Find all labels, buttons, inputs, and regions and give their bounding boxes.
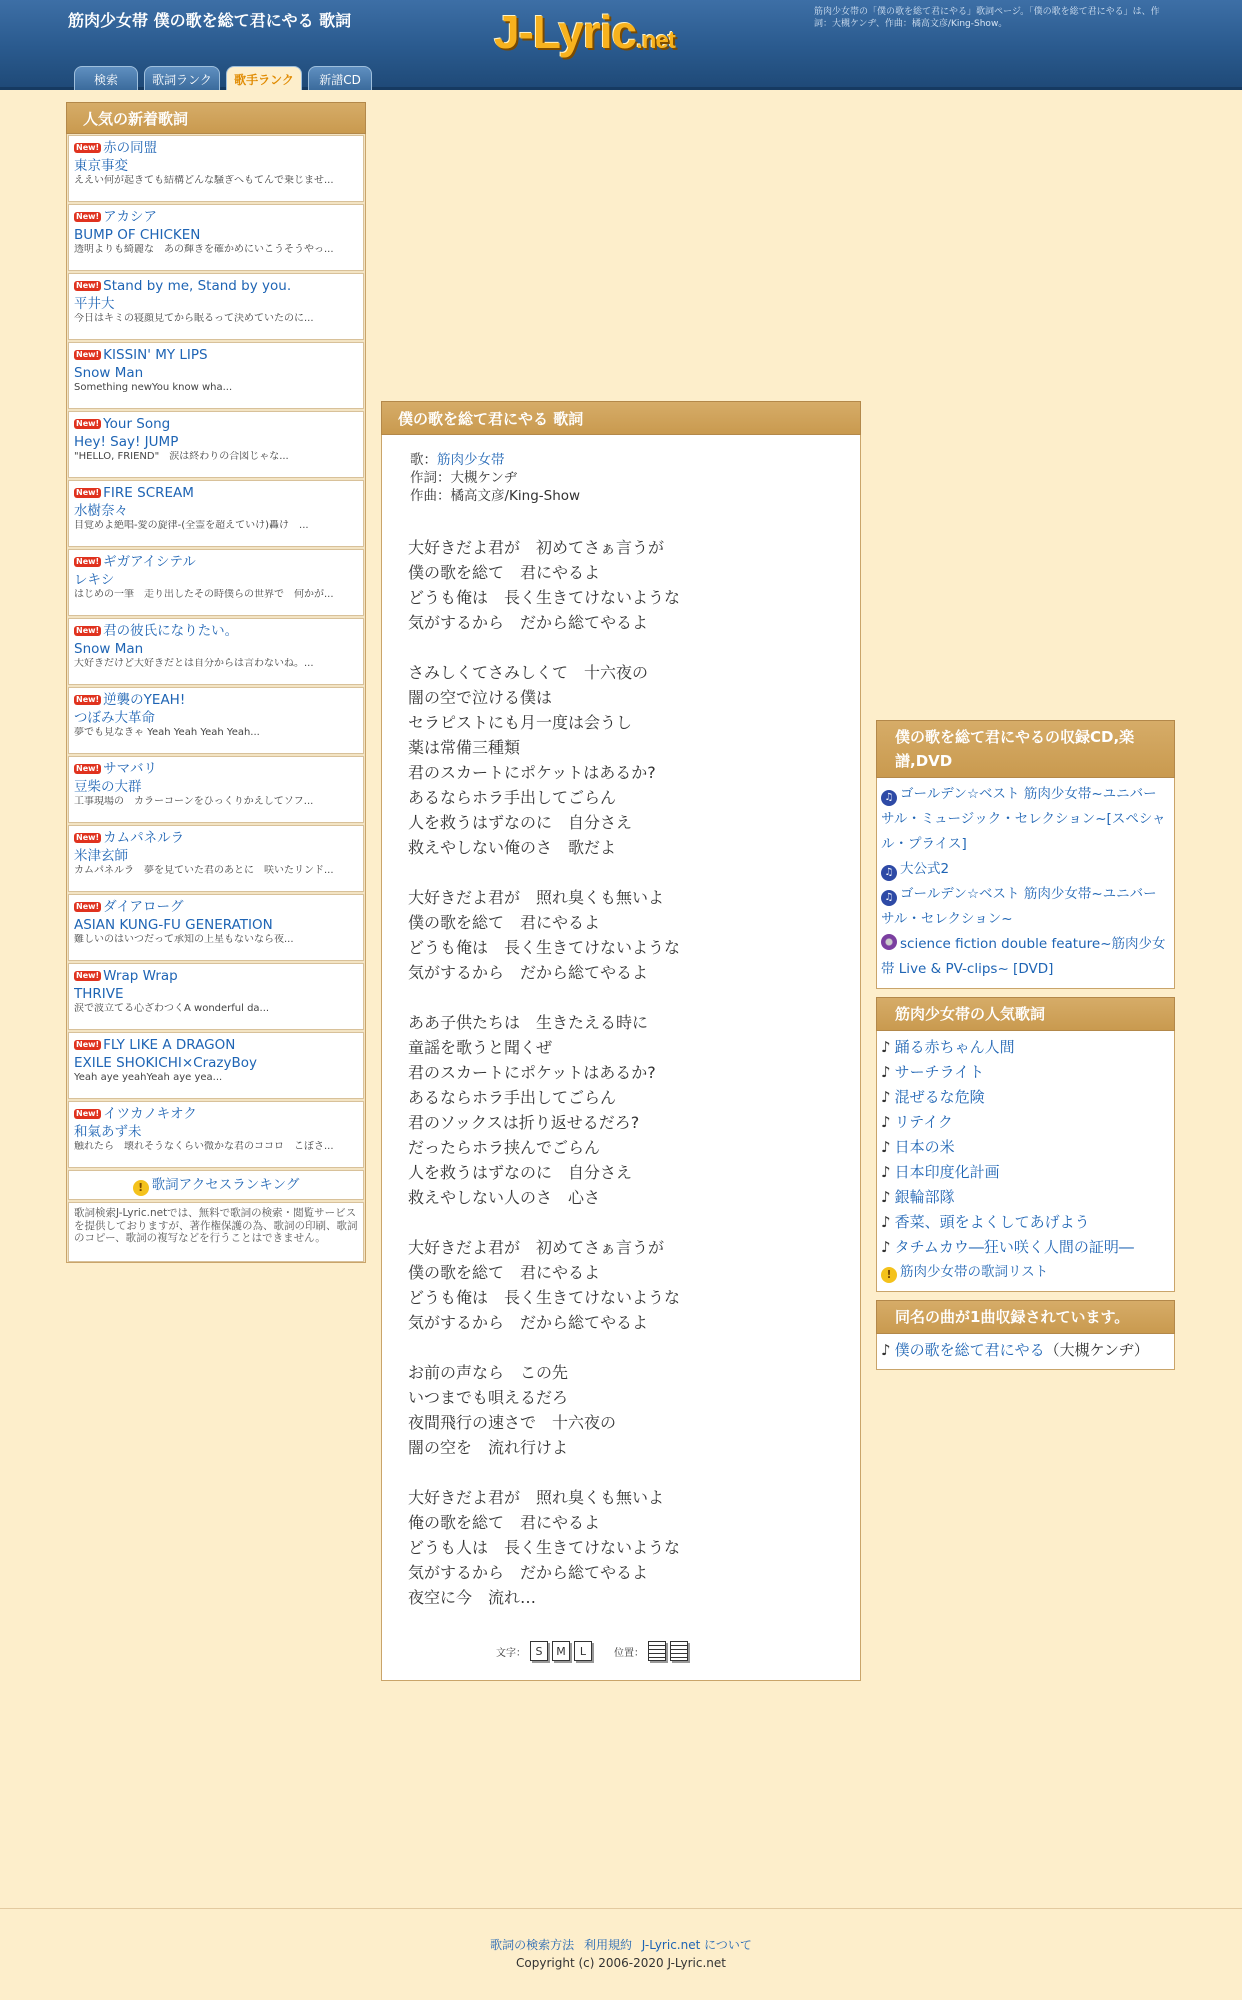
song-title-link[interactable]: 逆襲のYEAH! [103,692,186,708]
same-song-artist: （大槻ケンヂ） [1044,1341,1149,1359]
artist-link[interactable]: Snow Man [74,365,144,381]
site-header [0,0,1242,90]
same-title-panel [876,1300,1175,1370]
new-badge: New! [76,971,100,980]
list-item[interactable] [881,932,1170,982]
cd-heading: 僕の歌を総て君にやるの収録CD,楽譜,DVD [876,720,1175,778]
artist-link[interactable]: つぼみ大革命 [74,710,155,726]
music-note-icon: ♪ [881,1063,891,1081]
song-link[interactable]: 日本の米 [894,1138,955,1156]
list-item[interactable] [881,1110,1170,1135]
list-item [68,411,364,478]
cd-title[interactable]: science fiction double feature~筋肉少女帯 Live & PV-clips~ [DVD] [881,936,1166,977]
music-note-icon: ♫ [881,790,897,806]
list-item[interactable] [881,1235,1170,1260]
exclamation-icon: ! [881,1267,897,1283]
logo-main: J-Lyric [494,6,637,58]
song-title-link[interactable]: アカシア [103,209,158,225]
font-size-l-button[interactable]: L [574,1641,592,1661]
artist-link[interactable]: 水樹奈々 [74,503,128,519]
list-item [68,756,364,823]
list-item[interactable] [881,1085,1170,1110]
artist-link[interactable]: Snow Man [74,641,144,657]
list-item [68,894,364,961]
list-item[interactable] [881,882,1170,932]
footer-link-terms[interactable]: 利用規約 [583,1938,632,1952]
music-note-icon: ♫ [881,890,897,906]
site-footer [0,1908,1242,2000]
list-item [68,618,364,685]
display-controls [496,1641,688,1661]
artist-link[interactable]: BUMP OF CHICKEN [74,227,201,243]
lyricist: 作詞：大槻ケンヂ [410,470,518,486]
new-lyrics-sidebar [66,102,366,1263]
artist-link[interactable]: 米津玄師 [74,848,128,864]
page-title: 筋肉少女帯 僕の歌を総て君にやる 歌詞 [68,11,352,30]
music-note-icon: ♪ [881,1163,891,1181]
song-title-link[interactable]: Stand by me, Stand by you. [103,278,292,294]
artist-link[interactable]: Hey! Say! JUMP [74,434,179,450]
song-title-link[interactable]: Your Song [103,416,171,432]
lyric-excerpt: 透明よりも綺麗な あの輝きを確かめにいこうそうやっ... [74,244,334,255]
new-badge: New! [76,626,100,635]
song-title-link[interactable]: 赤の同盟 [103,140,158,156]
new-badge: New! [76,143,100,152]
dvd-icon [881,934,897,950]
new-badge: New! [76,902,100,911]
list-item [68,342,364,409]
artist-link[interactable]: EXILE SHOKICHI×CrazyBoy [74,1055,257,1071]
song-title-link[interactable]: ダイアローグ [103,899,184,915]
page-description: 筋肉少女帯の「僕の歌を総て君にやる」歌詞ページ。「僕の歌を総て君にやる」は、作詞：大槻ケンヂ、作曲：橘高文彦/King-Show。 [814,7,1160,29]
footer-link-about[interactable]: J-Lyric.net について [641,1938,752,1952]
list-item [68,480,364,547]
lyric-excerpt: Yeah aye yeahYeah aye yea... [74,1072,223,1083]
song-title-link[interactable]: 君の彼氏になりたい。 [103,623,239,639]
artist-lyrics-list-label[interactable]: 筋肉少女帯の歌詞リスト [900,1264,1049,1280]
new-badge: New! [76,1040,100,1049]
list-item [68,825,364,892]
lyric-excerpt: カムパネルラ 夢を見ていた君のあとに 咲いたリンド... [74,865,334,876]
music-note-icon: ♪ [881,1213,891,1231]
lyric-excerpt: 夢でも見なきゃ Yeah Yeah Yeah Yeah... [74,727,260,738]
music-note-icon: ♪ [881,1138,891,1156]
song-title-link[interactable]: ギガアイシテル [103,554,196,570]
font-size-label: 文字： [496,1647,526,1659]
new-lyrics-list [66,134,366,1263]
artist-link[interactable]: ASIAN KUNG-FU GENERATION [74,917,273,933]
song-title-link[interactable]: KISSIN' MY LIPS [103,347,208,363]
position-label: 位置： [614,1647,644,1659]
lyric-excerpt: 工事現場の カラーコーンをひっくりかえしてソフ... [74,796,314,807]
list-item[interactable] [881,1185,1170,1210]
song-title-link[interactable]: サマバリ [103,761,158,777]
cd-list [876,778,1175,989]
list-item [68,687,364,754]
tab-artist-rank[interactable]: 歌手ランク [226,66,302,90]
new-badge: New! [76,1109,100,1118]
artist-link[interactable]: THRIVE [74,986,124,1002]
access-ranking-link[interactable] [68,1170,364,1200]
song-link[interactable]: 踊る赤ちゃん人間 [894,1038,1015,1056]
list-item[interactable] [881,857,1170,882]
new-badge: New! [76,488,100,497]
list-item [68,549,364,616]
music-note-icon: ♪ [881,1238,891,1256]
tab-new-cd[interactable]: 新譜CD [308,66,372,90]
access-ranking-label[interactable]: 歌詞アクセスランキング [151,1177,300,1193]
lyric-excerpt: 目覚めよ絶唱-愛の旋律-(全霊を超えていけ)轟け ... [74,520,309,531]
song-link[interactable]: タチムカウ―狂い咲く人間の証明― [894,1238,1134,1256]
list-item[interactable] [881,782,1170,857]
lyric-heading: 僕の歌を総て君にやる 歌詞 [381,401,861,435]
popular-list [876,1031,1175,1292]
lyric-excerpt: はじめの一筆 走り出したその時僕らの世界で 何かが... [74,589,334,600]
song-meta [410,451,580,505]
list-item[interactable] [881,1035,1170,1060]
lyric-excerpt: ええい何が起きても結構どんな騒ぎへもてんで乗じませ... [74,175,334,186]
song-title-link[interactable]: FIRE SCREAM [103,485,194,501]
artist-lyrics-list-link[interactable] [881,1260,1170,1285]
artist-link[interactable]: 和氣あず未 [74,1124,142,1140]
lyric-excerpt: Something newYou know wha... [74,382,233,393]
nav-tabs [74,66,372,90]
list-item[interactable] [881,1160,1170,1185]
song-link[interactable]: リテイク [894,1113,953,1131]
music-note-icon: ♪ [881,1188,891,1206]
sidebar-heading: 人気の新着歌詞 [66,102,366,134]
align-center-icon[interactable] [670,1641,688,1661]
lyric-excerpt: 大好きだけど大好きだとは自分からは言わないね。... [74,658,314,669]
font-size-s-button[interactable]: S [530,1641,548,1661]
lyric-excerpt: 触れたら 壊れそうなくらい微かな君のココロ こぼさ... [74,1141,334,1152]
footer-link-search-help[interactable]: 歌詞の検索方法 [490,1938,575,1952]
music-note-icon: ♪ [881,1088,891,1106]
song-title-link[interactable]: Wrap Wrap [103,968,178,984]
new-badge: New! [76,212,100,221]
font-size-m-button[interactable]: M [552,1641,570,1661]
music-note-icon: ♫ [881,865,897,881]
align-left-icon[interactable] [648,1641,666,1661]
same-title-heading: 同名の曲が1曲収録されています。 [876,1300,1175,1334]
new-badge: New! [76,350,100,359]
song-link[interactable]: 僕の歌を総て君にやる [894,1341,1045,1359]
cd-title[interactable]: 大公式2 [900,861,950,877]
copyright-notice: 歌詞検索J-Lyric.netでは、無料で歌詞の検索・閲覧サービスを提供しておりますが、著作権保護の為、歌詞の印刷、歌詞のコピー、歌詞の複写などを行うことはできません。 [68,1202,364,1262]
list-item[interactable] [881,1338,1170,1363]
copyright: Copyright (c) 2006-2020 J-Lyric.net [516,1956,726,1970]
list-item [68,273,364,340]
music-note-icon: ♪ [881,1038,891,1056]
artist-link[interactable]: 平井大 [74,296,115,312]
new-badge: New! [76,833,100,842]
lyric-excerpt: 涙で波立てる心ざわつくA wonderful da... [74,1003,270,1014]
artist-link[interactable]: 東京事変 [74,158,128,174]
cd-title[interactable]: ゴールデン☆ベスト 筋肉少女帯~ユニバーサル・ミュージック・セレクション~[スペシャル・プライス] [881,786,1166,852]
footer-links [0,1937,1242,1953]
song-link[interactable]: サーチライト [894,1063,985,1081]
right-sidebar [876,720,1175,1378]
list-item [68,1032,364,1099]
popular-panel [876,997,1175,1292]
tab-search[interactable]: 検索 [74,66,138,90]
same-title-list [876,1334,1175,1370]
tab-lyric-rank[interactable]: 歌詞ランク [144,66,220,90]
new-badge: New! [76,419,100,428]
lyric-excerpt: 難しいのはいつだって承知の上星もないなら夜... [74,934,294,945]
artist-link[interactable]: レキシ [74,572,115,588]
lyric-text: 大好きだよ君が 初めてさぁ言うが 僕の歌を総て 君にやるよ どうも俺は 長く生きてけないような 気がするから だから総てやるよ さみしくてさみしくて 十六夜の 闇の空で泣ける僕は セラピストにも月一度は会うし 薬は常備三種類 君のスカートにポケットはあるか? あるならホラ手出してごらん 人を救うはずなのに 自分さえ 救えやしない俺のさ 歌だよ 大好きだよ君が 照れ臭くも無いよ 僕の歌を総て 君にやるよ どうも俺は 長く生きてけないような 気がするから だから総てやるよ ああ子供たちは 生きたえる時に 童謡を歌うと聞くぜ 君のスカートにポケットはあるか? あるならホラ手出してごらん 君のソックスは折り返せるだろ? だったらホラ挟んでごらん 人を救うはずなのに 自分さえ 救えやしない人のさ 心さ 大好きだよ君が 初めてさぁ言うが 僕の歌を総て 君にやるよ どうも俺は 長く生きてけないような 気がするから だから総てやるよ お前の声なら この先 いつまでも唄えるだろ 夜間飛行の速さで 十六夜の 闇の空を 流れ行けよ 大好きだよ君が 照れ臭くも無いよ 俺の歌を総て 君にやるよ どうも人は 長く生きてけないような 気がするから だから総てやるよ 夜空に今 流れ… [408,538,681,1607]
lyric-excerpt: "HELLO, FRIEND" 涙は終わりの合図じゃな... [74,451,289,462]
composer: 作曲：橘高文彦/King-Show [410,488,581,504]
list-item[interactable] [881,1210,1170,1235]
song-title-link[interactable]: FLY LIKE A DRAGON [103,1037,236,1053]
list-item [68,135,364,202]
lyric-panel [381,401,861,1681]
song-link[interactable]: 香菜、頭をよくしてあげよう [894,1213,1090,1231]
lyric-excerpt: 今日はキミの寝顔見てから眠るって決めていたのに... [74,313,314,324]
exclamation-icon: ! [133,1180,149,1196]
singer-label: 歌： [410,452,437,468]
song-link[interactable]: 銀輪部隊 [894,1188,955,1206]
list-item[interactable] [881,1060,1170,1085]
list-item[interactable] [881,1135,1170,1160]
list-item [68,1101,364,1168]
list-item [68,963,364,1030]
music-note-icon: ♪ [881,1113,891,1131]
singer-link[interactable]: 筋肉少女帯 [437,452,505,468]
cd-title[interactable]: ゴールデン☆ベスト 筋肉少女帯~ユニバーサル・セレクション~ [881,886,1157,927]
artist-link[interactable]: 豆柴の大群 [74,779,142,795]
popular-heading: 筋肉少女帯の人気歌詞 [876,997,1175,1031]
site-logo[interactable] [494,4,675,60]
new-badge: New! [76,764,100,773]
new-badge: New! [76,281,100,290]
song-title-link[interactable]: カムパネルラ [103,830,185,846]
lyric-box [381,435,861,1681]
logo-suffix: .net [636,27,675,54]
song-link[interactable]: 混ぜるな危険 [894,1088,985,1106]
new-badge: New! [76,695,100,704]
cd-panel [876,720,1175,989]
music-note-icon: ♪ [881,1341,891,1359]
song-title-link[interactable]: イツカノキオク [103,1106,197,1122]
list-item [68,204,364,271]
song-link[interactable]: 日本印度化計画 [894,1163,1000,1181]
new-badge: New! [76,557,100,566]
